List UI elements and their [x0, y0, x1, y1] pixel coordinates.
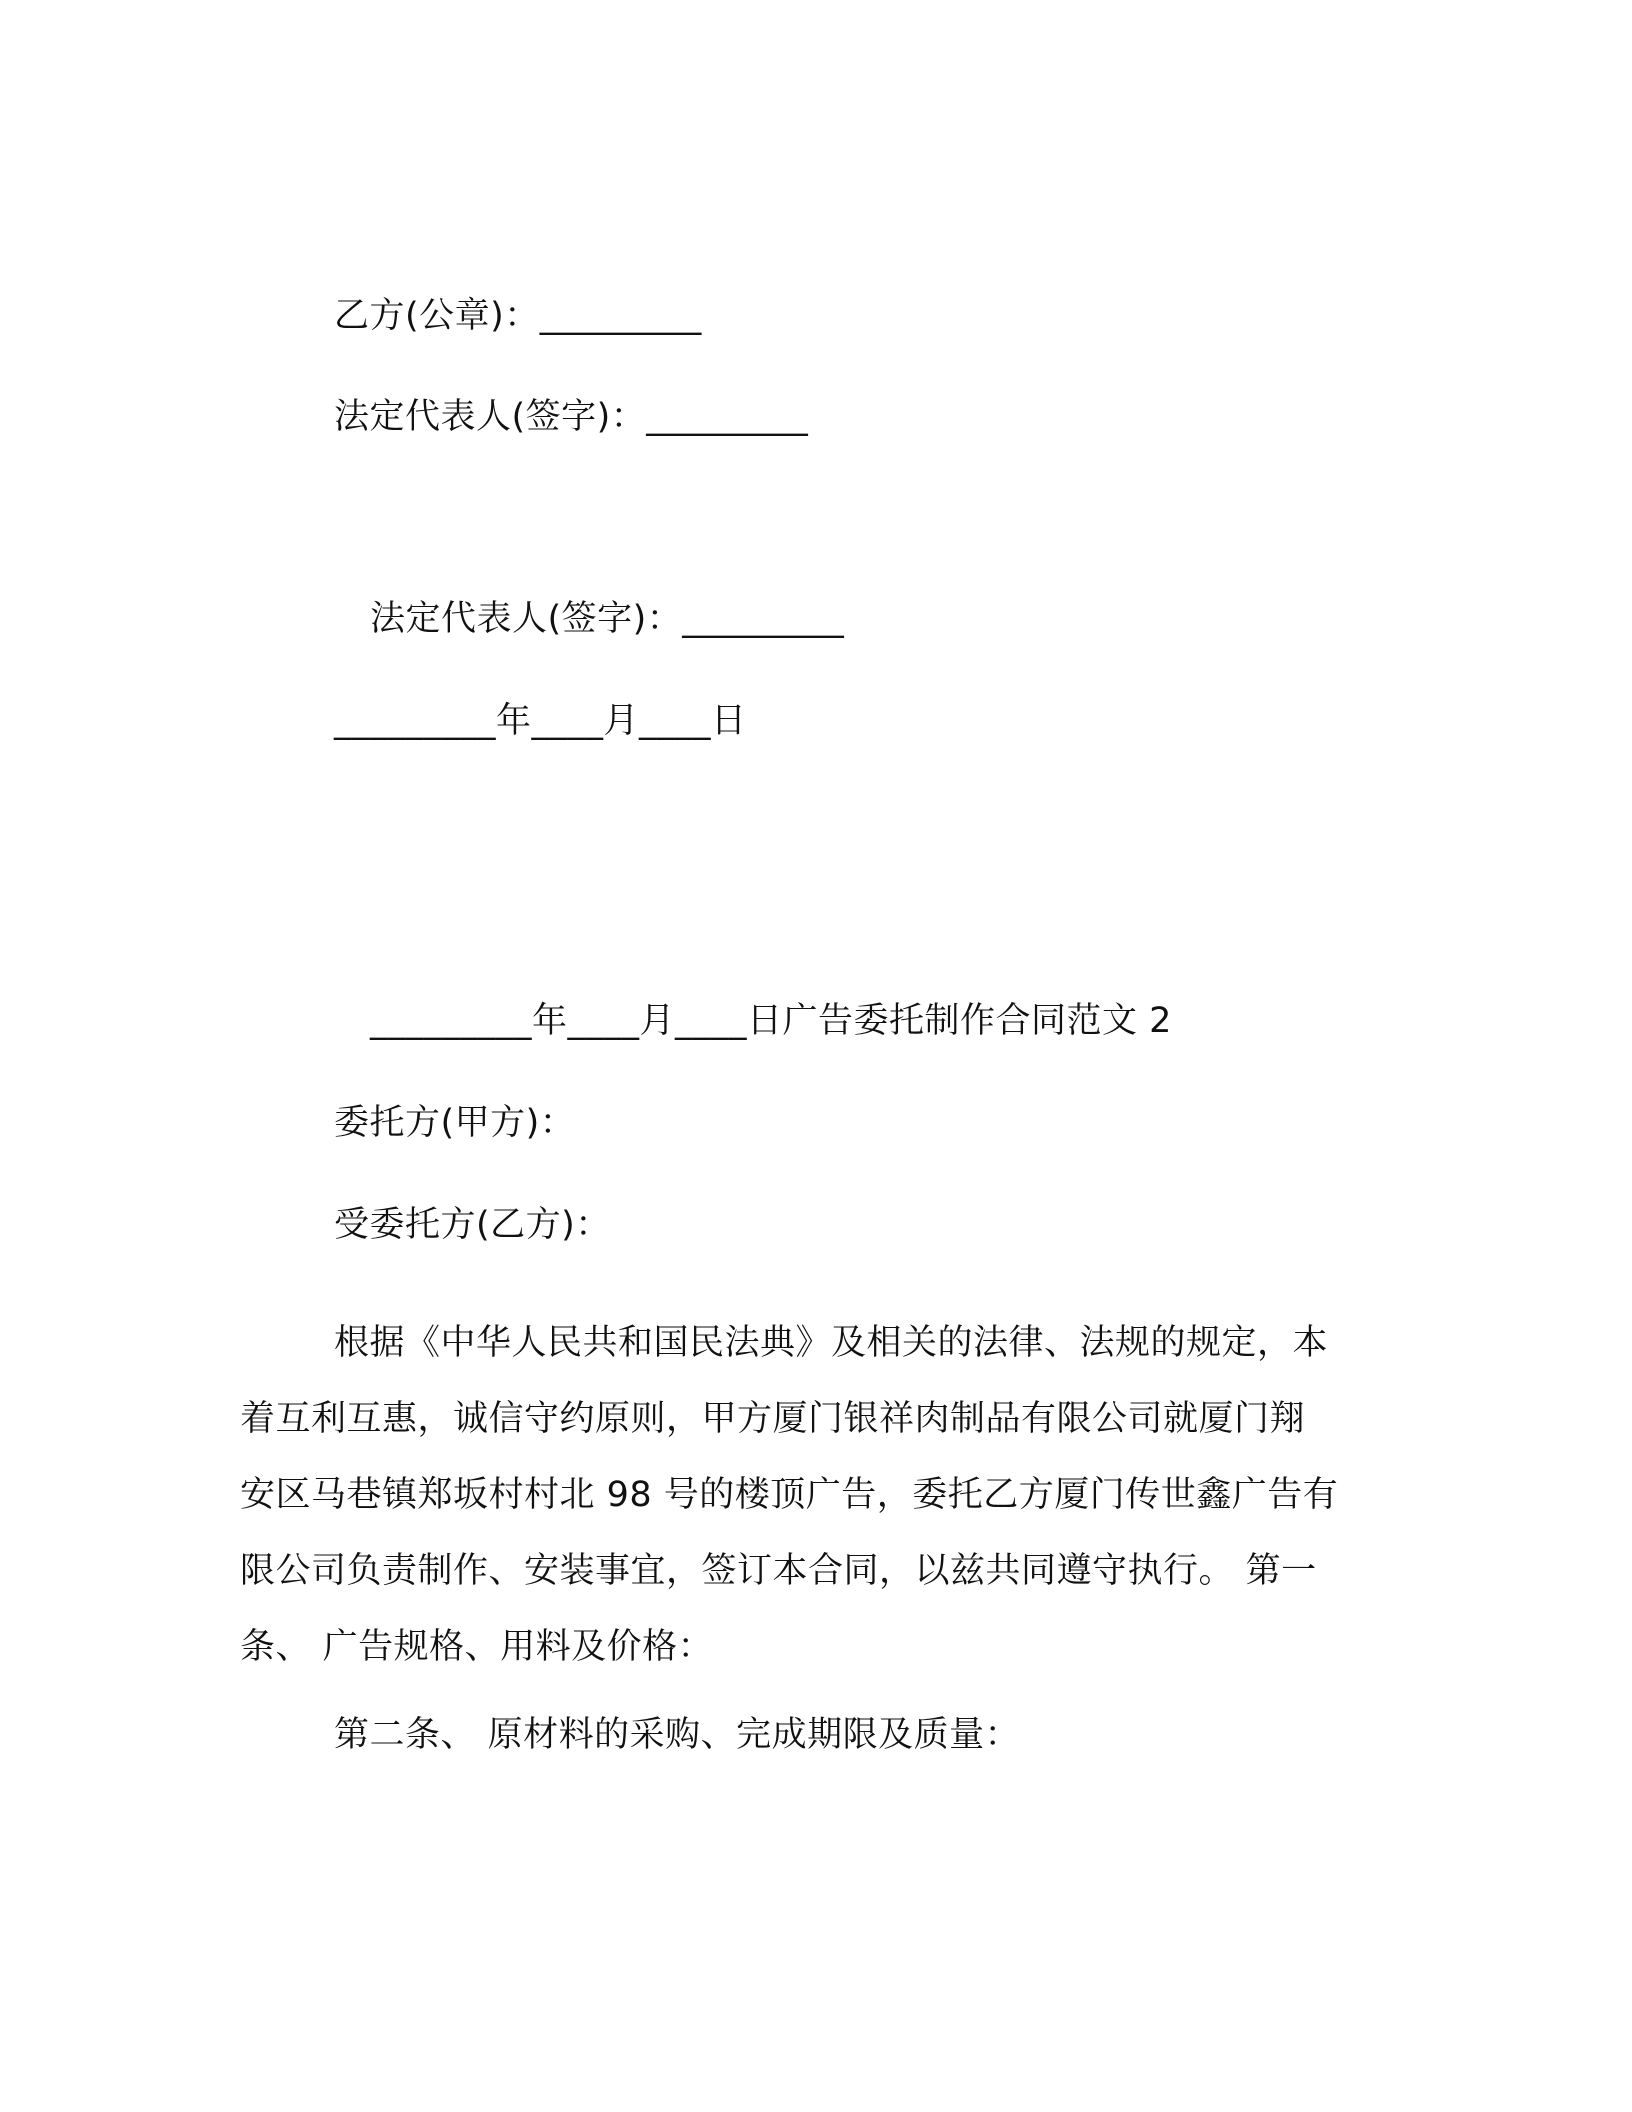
party-b-label: 受委托方(乙方)： — [334, 1205, 611, 1245]
party-a-label: 委托方(甲方)： — [334, 1103, 576, 1143]
body-line-2: 着互利互惠，诚信守约原则，甲方厦门银祥肉制品有限公司就厦门翔 — [240, 1399, 1306, 1439]
party-b-seal-line: 乙方(公章)：_________ — [334, 296, 702, 336]
article-2-heading: 第二条、 原材料的采购、完成期限及质量： — [334, 1715, 1021, 1755]
legal-rep-signature-line-2: 法定代表人(签字)：_________ — [370, 599, 845, 639]
legal-rep-signature-line: 法定代表人(签字)：_________ — [334, 397, 809, 437]
body-line-3: 安区马巷镇郑坂村村北 98 号的楼顶广告，委托乙方厦门传世鑫广告有 — [240, 1475, 1339, 1515]
date-line: _________年____月____日 — [334, 701, 747, 741]
contract-title: _________年____月____日广告委托制作合同范文 2 — [370, 1001, 1172, 1041]
contract-body-paragraph — [240, 1305, 1375, 1685]
body-line-1: 根据《中华人民共和国民法典》及相关的法律、法规的规定，本 — [334, 1323, 1329, 1363]
body-line-5: 条、 广告规格、用料及价格： — [240, 1627, 714, 1667]
body-line-4: 限公司负责制作、安装事宜，签订本合同，以兹共同遵守执行。 第一 — [240, 1551, 1317, 1591]
